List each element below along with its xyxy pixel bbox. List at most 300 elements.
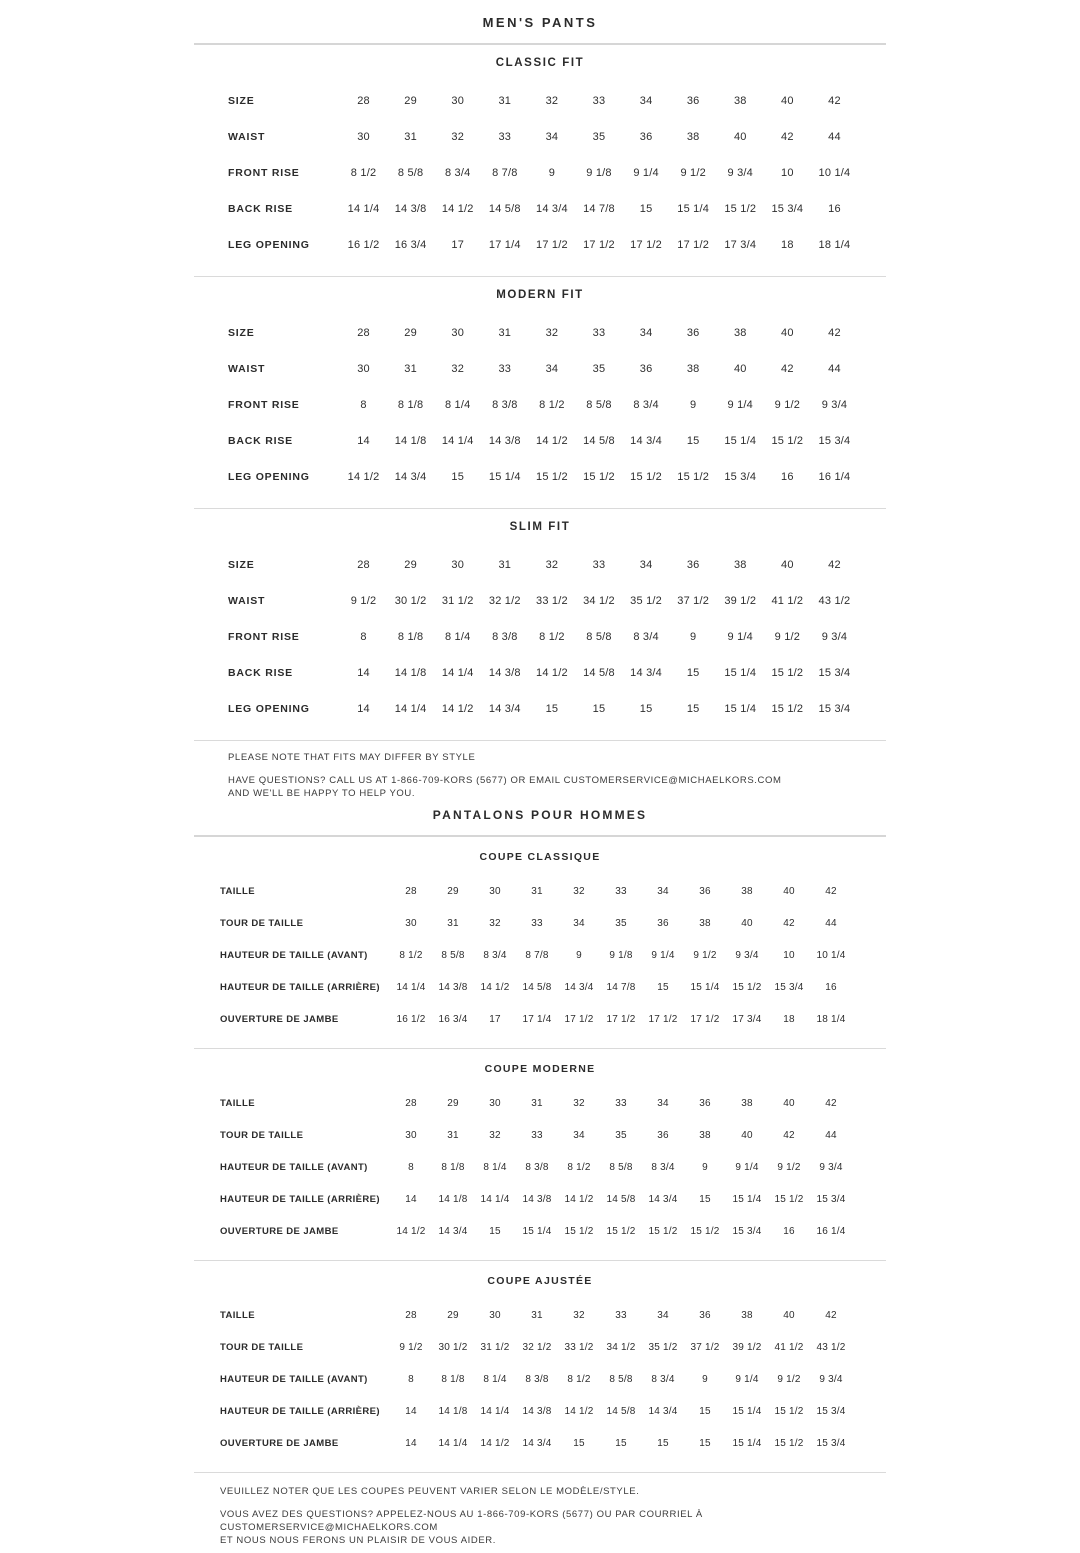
cell-value: 9 1/2	[399, 1341, 423, 1353]
cell-value: 17 1/4	[488, 239, 521, 251]
cell-value: 10 1/4	[816, 949, 846, 961]
row-label: SIZE	[228, 95, 255, 107]
cell-value: 10 1/4	[818, 167, 851, 179]
cell-value: 15 1/4	[724, 667, 757, 679]
cell-value: 32	[451, 131, 465, 143]
cell-value: 14 7/8	[606, 981, 636, 993]
table-row	[194, 315, 886, 351]
cell-value: 8 5/8	[609, 1373, 633, 1385]
table-row	[194, 547, 886, 583]
cell-value: 38	[733, 559, 747, 571]
cell-value: 28	[405, 1309, 417, 1321]
cell-value: 30	[451, 327, 465, 339]
cell-value: 14	[405, 1193, 417, 1205]
cell-value: 15	[451, 471, 465, 483]
cell-value: 33	[592, 95, 606, 107]
cell-value: 15	[489, 1225, 501, 1237]
cell-value: 16 3/4	[394, 239, 427, 251]
row-label: WAIST	[228, 363, 266, 375]
row-values	[340, 167, 858, 179]
cell-value: 14 1/4	[480, 1405, 510, 1417]
row-label: TOUR DE TAILLE	[220, 917, 304, 929]
cell-value: 36	[699, 1309, 711, 1321]
cell-value: 15 3/4	[771, 203, 804, 215]
cell-value: 14 3/4	[630, 667, 662, 679]
cell-value: 36	[686, 559, 700, 571]
cell-value: 30	[451, 95, 465, 107]
cell-value: 15 1/4	[724, 435, 757, 447]
cell-value: 30 1/2	[438, 1341, 468, 1353]
table-heading: MODERN FIT	[496, 289, 584, 301]
cell-value: 14 7/8	[583, 203, 615, 215]
row-label: HAUTEUR DE TAILLE (ARRIÈRE)	[220, 1193, 380, 1205]
cell-value: 14 3/4	[394, 471, 427, 483]
row-label: BACK RISE	[228, 203, 293, 215]
cell-value: 32	[489, 917, 501, 929]
cell-value: 14 1/4	[438, 1437, 468, 1449]
row-values	[390, 1438, 852, 1449]
cell-value: 28	[357, 327, 370, 339]
cell-value: 9 1/2	[774, 399, 801, 411]
table-body	[194, 315, 886, 495]
table-body	[194, 83, 886, 263]
table-row	[194, 907, 886, 939]
cell-value: 15 3/4	[818, 667, 851, 679]
cell-value: 35	[615, 1129, 627, 1141]
cell-value: 8 5/8	[397, 167, 424, 179]
cell-value: 14 1/2	[536, 667, 568, 679]
cell-value: 34	[639, 95, 653, 107]
row-label: HAUTEUR DE TAILLE (AVANT)	[220, 949, 368, 961]
cell-value: 8 1/2	[399, 949, 423, 961]
cell-value: 38	[741, 1097, 753, 1109]
cell-value: 9 1/4	[651, 949, 675, 961]
cell-value: 8 1/4	[444, 399, 471, 411]
cell-value: 15 1/4	[690, 981, 720, 993]
row-label: OUVERTURE DE JAMBE	[220, 1437, 339, 1449]
cell-value: 29	[447, 885, 459, 897]
row-values	[390, 1098, 852, 1109]
row-label: FRONT RISE	[228, 399, 300, 411]
cell-value: 34	[545, 363, 559, 375]
cell-value: 36	[686, 95, 700, 107]
cell-value: 9 1/2	[777, 1161, 801, 1173]
cell-value: 39 1/2	[724, 595, 757, 607]
cell-value: 40	[783, 885, 795, 897]
cell-value: 14 3/4	[522, 1437, 552, 1449]
cell-value: 44	[828, 363, 841, 375]
cell-value: 15	[639, 203, 653, 215]
cell-value: 32	[545, 559, 559, 571]
cell-value: 8 1/2	[350, 167, 377, 179]
cell-value: 14 5/8	[606, 1405, 636, 1417]
table-body	[194, 547, 886, 727]
cell-value: 14 5/8	[606, 1193, 636, 1205]
cell-value: 36	[686, 327, 700, 339]
cell-value: 8 1/2	[539, 631, 565, 643]
cell-value: 42	[783, 917, 795, 929]
cell-value: 14	[405, 1405, 417, 1417]
row-label: FRONT RISE	[228, 631, 300, 643]
row-label: TOUR DE TAILLE	[220, 1341, 304, 1353]
cell-value: 38	[686, 131, 700, 143]
cell-value: 35	[615, 917, 627, 929]
cell-value: 40	[781, 327, 794, 339]
table-row	[194, 423, 886, 459]
cell-value: 17 1/2	[677, 239, 710, 251]
cell-value: 36	[657, 917, 669, 929]
cell-value: 32	[451, 363, 465, 375]
cell-value: 14 1/2	[480, 1437, 510, 1449]
cell-value: 14 1/4	[441, 667, 474, 679]
cell-value: 14 1/4	[347, 203, 380, 215]
cell-value: 9 1/8	[609, 949, 633, 961]
cell-value: 32 1/2	[522, 1341, 552, 1353]
cell-value: 42	[828, 95, 841, 107]
cell-value: 8 3/4	[633, 631, 659, 643]
cell-value: 15 3/4	[724, 471, 757, 483]
cell-value: 8 1/8	[397, 399, 424, 411]
cell-value: 15	[699, 1193, 711, 1205]
table-row	[194, 1395, 886, 1427]
cell-value: 32	[573, 1309, 585, 1321]
cell-value: 9 1/4	[727, 631, 753, 643]
row-values	[390, 950, 852, 961]
cell-value: 29	[447, 1309, 459, 1321]
cell-value: 16 1/4	[816, 1225, 846, 1237]
cell-value: 8 3/4	[483, 949, 507, 961]
cell-value: 14 3/4	[564, 981, 594, 993]
table-row	[194, 227, 886, 263]
cell-value: 14	[357, 435, 370, 447]
cell-value: 16	[828, 203, 841, 215]
cell-value: 14 1/8	[394, 667, 427, 679]
row-values	[390, 982, 852, 993]
row-label: WAIST	[228, 131, 266, 143]
cell-value: 28	[405, 1097, 417, 1109]
cell-value: 15	[615, 1437, 627, 1449]
cell-value: 32	[489, 1129, 501, 1141]
table-coupe-moderne	[194, 1063, 886, 1247]
row-label: TOUR DE TAILLE	[220, 1129, 304, 1141]
cell-value: 30	[451, 559, 465, 571]
cell-value: 16	[781, 471, 794, 483]
cell-value: 15 1/2	[774, 1437, 804, 1449]
note-contact-en	[228, 774, 886, 800]
row-values	[340, 703, 858, 715]
row-values	[340, 95, 858, 107]
cell-value: 40	[781, 559, 794, 571]
cell-value: 8 7/8	[525, 949, 549, 961]
cell-value: 15 1/2	[564, 1225, 594, 1237]
cell-value: 15 3/4	[774, 981, 804, 993]
cell-value: 15 3/4	[732, 1225, 762, 1237]
cell-value: 44	[828, 131, 841, 143]
table-row	[194, 155, 886, 191]
table-row	[194, 1183, 886, 1215]
cell-value: 14 1/4	[396, 981, 426, 993]
cell-value: 30	[489, 1097, 501, 1109]
cell-value: 16 1/2	[396, 1013, 426, 1025]
cell-value: 9 1/2	[350, 595, 377, 607]
cell-value: 38	[741, 1309, 753, 1321]
cell-value: 38	[733, 95, 747, 107]
cell-value: 15 3/4	[816, 1405, 846, 1417]
cell-value: 9 3/4	[819, 1161, 843, 1173]
cell-value: 15 3/4	[818, 435, 851, 447]
cell-value: 9 1/2	[777, 1373, 801, 1385]
cell-value: 17 1/2	[564, 1013, 594, 1025]
cell-value: 9 1/2	[693, 949, 717, 961]
cell-value: 31	[531, 1309, 543, 1321]
row-values	[340, 595, 858, 607]
cell-value: 40	[783, 1097, 795, 1109]
note-contact-line1-en: HAVE QUESTIONS? CALL US AT 1-866-709-KORS (5677) OR EMAIL CUSTOMERSERVICE@MICHAELKORS.COM	[228, 775, 782, 786]
cell-value: 30	[405, 917, 417, 929]
notes-fr	[194, 1485, 886, 1547]
cell-value: 8 3/4	[633, 399, 659, 411]
table-row	[194, 691, 886, 727]
cell-value: 8 5/8	[586, 631, 612, 643]
row-label: LEG OPENING	[228, 239, 310, 251]
cell-value: 44	[825, 1129, 837, 1141]
cell-value: 30	[357, 363, 370, 375]
row-label: FRONT RISE	[228, 167, 300, 179]
cell-value: 15	[686, 667, 700, 679]
cell-value: 34	[573, 917, 585, 929]
table-row	[194, 1151, 886, 1183]
table-body	[194, 1299, 886, 1459]
cell-value: 14 1/4	[441, 435, 474, 447]
cell-value: 18	[781, 239, 794, 251]
cell-value: 31	[531, 885, 543, 897]
cell-value: 15 1/2	[774, 1193, 804, 1205]
row-values	[390, 1406, 852, 1417]
cell-value: 44	[825, 917, 837, 929]
table-body	[194, 875, 886, 1035]
table-row	[194, 1119, 886, 1151]
row-values	[340, 667, 858, 679]
row-label: TAILLE	[220, 1309, 255, 1321]
divider	[194, 1472, 886, 1473]
row-values	[390, 1374, 852, 1385]
cell-value: 14 3/8	[488, 667, 521, 679]
cell-value: 14 1/2	[441, 703, 474, 715]
cell-value: 36	[699, 885, 711, 897]
cell-value: 36	[657, 1129, 669, 1141]
cell-value: 30	[489, 885, 501, 897]
row-values	[390, 1194, 852, 1205]
cell-value: 14 5/8	[488, 203, 521, 215]
cell-value: 18 1/4	[816, 1013, 846, 1025]
cell-value: 14	[357, 667, 370, 679]
cell-value: 17 1/4	[522, 1013, 552, 1025]
row-values	[340, 203, 858, 215]
table-row	[194, 1087, 886, 1119]
cell-value: 9 1/4	[727, 399, 753, 411]
cell-value: 8	[408, 1373, 414, 1385]
cell-value: 34	[573, 1129, 585, 1141]
row-values	[390, 1226, 852, 1237]
cell-value: 40	[741, 1129, 753, 1141]
cell-value: 9 1/8	[586, 167, 612, 179]
cell-value: 43 1/2	[816, 1341, 846, 1353]
cell-value: 8 3/8	[525, 1373, 549, 1385]
cell-value: 14 5/8	[522, 981, 552, 993]
cell-value: 32 1/2	[488, 595, 521, 607]
cell-value: 42	[781, 363, 794, 375]
cell-value: 8 3/4	[444, 167, 471, 179]
cell-value: 31 1/2	[480, 1341, 510, 1353]
table-row	[194, 1331, 886, 1363]
cell-value: 9 1/2	[680, 167, 706, 179]
cell-value: 31	[447, 917, 459, 929]
cell-value: 33	[498, 131, 512, 143]
cell-value: 33 1/2	[536, 595, 568, 607]
cell-value: 17	[489, 1013, 501, 1025]
row-label: SIZE	[228, 327, 255, 339]
table-classic-fit	[194, 57, 886, 263]
cell-value: 41 1/2	[774, 1341, 804, 1353]
cell-value: 9 3/4	[735, 949, 759, 961]
cell-value: 32	[545, 327, 559, 339]
cell-value: 15 1/2	[648, 1225, 678, 1237]
cell-value: 8 3/4	[651, 1373, 675, 1385]
cell-value: 10	[781, 167, 794, 179]
cell-value: 15 1/2	[771, 667, 804, 679]
cell-value: 14 1/2	[536, 435, 568, 447]
table-row	[194, 459, 886, 495]
cell-value: 35	[592, 131, 606, 143]
cell-value: 9 1/4	[735, 1161, 759, 1173]
note-contact-line2-fr: ET NOUS NOUS FERONS UN PLAISIR DE VOUS AIDER.	[220, 1535, 496, 1546]
cell-value: 17 3/4	[724, 239, 757, 251]
cell-value: 31	[531, 1097, 543, 1109]
cell-value: 36	[639, 363, 653, 375]
row-values	[390, 1310, 852, 1321]
cell-value: 16 1/4	[818, 471, 851, 483]
cell-value: 40	[781, 95, 794, 107]
cell-value: 14 3/4	[648, 1193, 678, 1205]
divider	[194, 740, 886, 741]
cell-value: 29	[404, 327, 417, 339]
cell-value: 16 3/4	[438, 1013, 468, 1025]
cell-value: 14 5/8	[583, 435, 615, 447]
cell-value: 16	[825, 981, 837, 993]
cell-value: 8 3/8	[492, 631, 518, 643]
cell-value: 40	[733, 363, 747, 375]
row-values	[390, 1014, 852, 1025]
cell-value: 31	[447, 1129, 459, 1141]
cell-value: 8 1/4	[483, 1373, 507, 1385]
row-label: HAUTEUR DE TAILLE (ARRIÈRE)	[220, 1405, 380, 1417]
cell-value: 17 1/2	[536, 239, 568, 251]
cell-value: 36	[699, 1097, 711, 1109]
cell-value: 14 5/8	[583, 667, 615, 679]
cell-value: 15 1/2	[677, 471, 710, 483]
cell-value: 8 1/4	[483, 1161, 507, 1173]
row-values	[340, 435, 858, 447]
cell-value: 15 1/4	[732, 1193, 762, 1205]
cell-value: 41 1/2	[771, 595, 804, 607]
cell-value: 9 3/4	[821, 399, 848, 411]
table-row	[194, 191, 886, 227]
cell-value: 33	[498, 363, 512, 375]
cell-value: 18	[783, 1013, 795, 1025]
cell-value: 14 3/8	[522, 1405, 552, 1417]
divider-top	[194, 43, 886, 45]
cell-value: 15	[657, 1437, 669, 1449]
cell-value: 40	[741, 917, 753, 929]
page-title-en: MEN'S PANTS	[482, 15, 598, 30]
cell-value: 32	[573, 885, 585, 897]
note-contact-line2-en: AND WE'LL BE HAPPY TO HELP YOU.	[228, 788, 416, 799]
cell-value: 9 3/4	[727, 167, 753, 179]
cell-value: 32	[573, 1097, 585, 1109]
cell-value: 31	[404, 131, 417, 143]
table-row	[194, 1003, 886, 1035]
table-coupe-classique	[194, 851, 886, 1035]
cell-value: 15	[592, 703, 606, 715]
row-label: BACK RISE	[228, 435, 293, 447]
cell-value: 42	[825, 1097, 837, 1109]
cell-value: 15	[699, 1437, 711, 1449]
cell-value: 32	[545, 95, 559, 107]
cell-value: 15 1/4	[732, 1437, 762, 1449]
cell-value: 15 1/2	[771, 703, 804, 715]
table-row	[194, 655, 886, 691]
table-coupe-ajustee	[194, 1275, 886, 1459]
cell-value: 30	[357, 131, 370, 143]
cell-value: 34	[545, 131, 559, 143]
cell-value: 8 3/8	[492, 399, 518, 411]
table-row	[194, 875, 886, 907]
row-values	[390, 1342, 852, 1353]
cell-value: 15	[639, 703, 653, 715]
cell-value: 8 1/2	[567, 1161, 591, 1173]
cell-value: 39 1/2	[732, 1341, 762, 1353]
cell-value: 38	[686, 363, 700, 375]
cell-value: 34	[639, 559, 653, 571]
cell-value: 16	[783, 1225, 795, 1237]
cell-value: 33	[531, 917, 543, 929]
cell-value: 15	[545, 703, 559, 715]
cell-value: 9 3/4	[821, 631, 848, 643]
size-chart-content	[194, 0, 886, 1547]
cell-value: 18 1/4	[818, 239, 851, 251]
cell-value: 31	[498, 95, 512, 107]
cell-value: 8 1/8	[441, 1161, 465, 1173]
row-values	[390, 886, 852, 897]
cell-value: 8 5/8	[609, 1161, 633, 1173]
cell-value: 14 3/4	[488, 703, 521, 715]
table-row	[194, 583, 886, 619]
cell-value: 28	[357, 559, 370, 571]
cell-value: 35 1/2	[630, 595, 662, 607]
cell-value: 15	[686, 703, 700, 715]
cell-value: 15	[657, 981, 669, 993]
cell-value: 8 1/2	[567, 1373, 591, 1385]
table-row	[194, 971, 886, 1003]
cell-value: 15 1/4	[732, 1405, 762, 1417]
cell-value: 14 1/2	[396, 1225, 426, 1237]
cell-value: 15 1/4	[724, 703, 757, 715]
cell-value: 14	[357, 703, 370, 715]
row-label: OUVERTURE DE JAMBE	[220, 1013, 339, 1025]
cell-value: 8 3/4	[651, 1161, 675, 1173]
cell-value: 31	[498, 559, 512, 571]
cell-value: 15 1/2	[732, 981, 762, 993]
